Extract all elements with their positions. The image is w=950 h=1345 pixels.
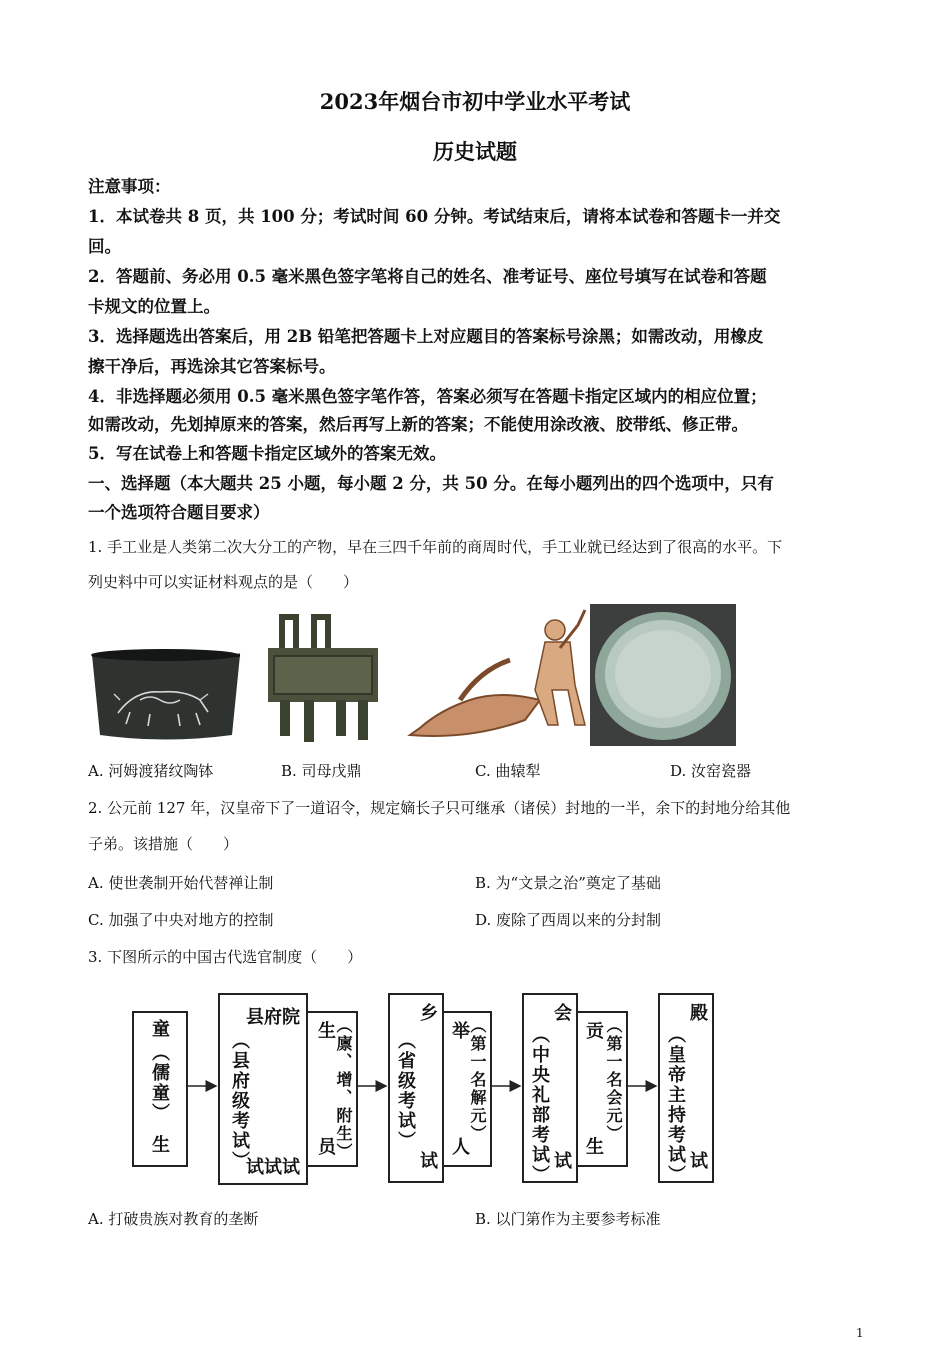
diagram-label: （省级考试）	[395, 1031, 416, 1151]
notes-line: 擦干净后，再选涂其它答案标号。	[88, 357, 336, 376]
diagram-box-xianfuyuan	[218, 993, 308, 1185]
q3-option-b: B. 以门第作为主要参考标准	[475, 1210, 661, 1228]
q2-option-c: C. 加强了中央对地方的控制	[88, 911, 274, 929]
diagram-label: （廪、增、附生）	[334, 1017, 353, 1161]
q1-stem: 1. 手工业是人类第二次大分工的产物，早在三四千年前的商周时代，手工业就已经达到了很高的水平。下	[88, 538, 783, 556]
q1-option-c: C. 曲辕犁	[475, 762, 541, 780]
notes-line: 4．非选择题必须用 0.5 毫米黑色签字笔作答，答案必须写在答题卡指定区域内的相应位置；	[88, 387, 767, 406]
diagram-box-gongsheng	[576, 1011, 628, 1167]
notes-line: 5．写在试卷上和答题卡指定区域外的答案无效。	[88, 444, 446, 463]
diagram-label: 生	[149, 1135, 170, 1155]
q3-stem: 3. 下图所示的中国古代选官制度（ ）	[88, 948, 363, 966]
notes-line: 卡规文的位置上。	[88, 297, 220, 316]
diagram-box-dianshi	[658, 993, 714, 1183]
diagram-label: 生	[583, 1137, 604, 1157]
q1-option-b: B. 司母戊鼎	[281, 762, 362, 780]
diagram-label: （儒童）	[149, 1043, 170, 1123]
diagram-box-tongsheng	[132, 1011, 188, 1167]
q2-stem: 2. 公元前 127 年，汉皇帝下了一道诏令，规定嫡长子只可继承（诸侯）封地的一半，余下的封地分给其他	[88, 799, 791, 817]
notes-heading: 注意事项：	[88, 177, 171, 196]
diagram-label: 生	[315, 1021, 336, 1041]
diagram-label: 员	[315, 1137, 336, 1157]
diagram-box-xiangshi	[388, 993, 444, 1183]
diagram-label: 试	[417, 1151, 438, 1171]
q2-stem-cont: 子弟。该措施（ ）	[88, 835, 239, 853]
q3-option-a: A. 打破贵族对教育的垄断	[88, 1210, 259, 1228]
diagram-label: 试	[551, 1151, 572, 1171]
diagram-box-juren	[442, 1011, 492, 1167]
notes-line: 2．答题前、务必用 0.5 毫米黑色签字笔将自己的姓名、准考证号、座位号填写在试卷和答题	[88, 267, 767, 286]
diagram-box-huishi	[522, 993, 578, 1183]
diagram-label: 贡	[583, 1021, 604, 1041]
q2-option-a: A. 使世袭制开始代替禅让制	[88, 874, 274, 892]
diagram-label: （第一名解元）	[468, 1017, 487, 1143]
section-heading-cont: 一个选项符合题目要求）	[88, 503, 270, 522]
q2-option-d: D. 废除了西周以来的分封制	[475, 911, 662, 929]
notes-line: 1．本试卷共 8 页，共 100 分；考试时间 60 分钟。考试结束后，请将本试卷和答题卡一并交	[88, 207, 781, 226]
exam-subtitle: 历史试题	[433, 139, 517, 164]
notes-line: 如需改动，先划掉原来的答案，然后再写上新的答案；不能使用涂改液、胶带纸、修正带。	[88, 415, 748, 434]
diagram-label: 县府院	[246, 1007, 300, 1028]
diagram-label: 乡	[417, 1003, 438, 1023]
diagram-label: （皇帝主持考试）	[665, 1025, 686, 1185]
q1-stem-cont: 列史料中可以实证材料观点的是（ ）	[88, 573, 359, 591]
q1-option-d: D. 汝窑瓷器	[670, 762, 752, 780]
diagram-box-shengyuan	[306, 1011, 358, 1167]
diagram-label: 人	[449, 1137, 470, 1157]
page-number: 1	[856, 1326, 864, 1340]
diagram-label: 试	[687, 1151, 708, 1171]
diagram-label: （中央礼部考试）	[529, 1025, 550, 1185]
q1-option-a: A. 河姆渡猪纹陶钵	[88, 762, 214, 780]
notes-line: 回。	[88, 237, 121, 256]
exam-title: 2023年烟台市初中学业水平考试	[319, 89, 631, 114]
diagram-label: 童	[149, 1019, 170, 1039]
section-heading: 一、选择题（本大题共 25 小题，每小题 2 分，共 50 分。在每小题列出的四个选项中，只有	[88, 474, 774, 493]
diagram-label: 会	[551, 1003, 572, 1023]
diagram-label: 试试试	[246, 1157, 300, 1178]
diagram-label: 殿	[687, 1003, 708, 1023]
notes-line: 3．选择题选出答案后，用 2B 铅笔把答题卡上对应题目的答案标号涂黑；如需改动，用橡皮	[88, 327, 764, 346]
diagram-label: （县府级考试）	[229, 1031, 250, 1171]
q2-option-b: B. 为“文景之治”奠定了基础	[475, 874, 661, 892]
diagram-label: 举	[449, 1021, 470, 1041]
diagram-label: （第一名会元）	[604, 1017, 623, 1143]
